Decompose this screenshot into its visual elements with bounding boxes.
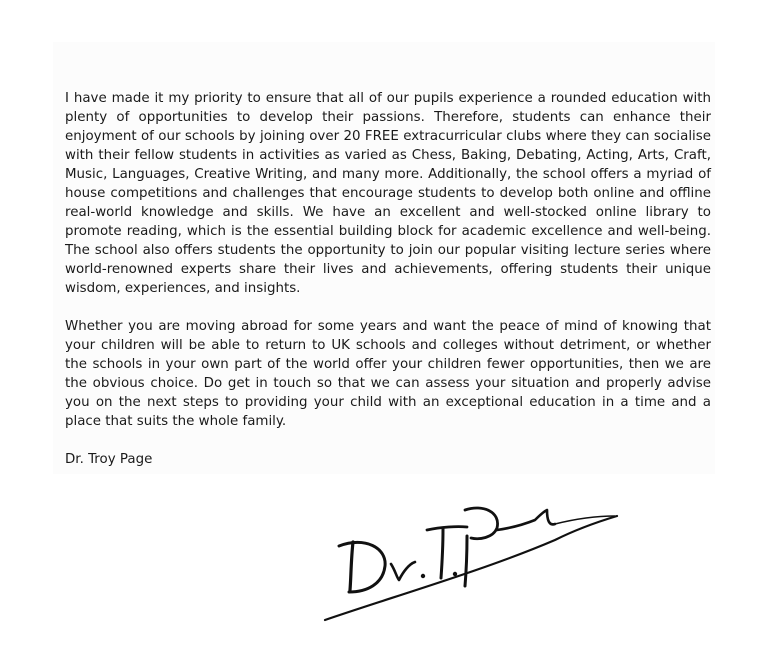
letter-sign-off: Dr. Troy Page [65,452,153,467]
letter-body [65,89,711,469]
letter-paragraph-1: I have made it my priority to ensure that all of our pupils experience a rounded education with plenty of opportunities to develop their passions. Therefore, students can enhance their enjoyment of our schools by joining over 20 FREE extracurricular clubs where they can socialise with their fellow students in activities as varied as Chess, Baking, Debating, Acting, Arts, Craft, Music, Languages, Creative Writing, and many more. Additionally, the school offers a myriad of house competitions and challenges that encourage students to develop both online and offline real-world knowledge and skills. We have an excellent and well-stocked online library to promote reading, which is the essential building block for academic excellence and well-being. The school also offers students the opportunity to join our popular visiting lecture series where world-renowned experts share their lives and achievements, offering students their unique wisdom, experiences, and insights. [65,91,711,296]
letter-paragraph-2: Whether you are moving abroad for some years and want the peace of mind of knowing that your children will be able to return to UK schools and colleges without detriment, or whether the schools in your own part of the world offer your children fewer opportunities, then we are the obvious choice. Do get in touch so that we can assess your situation and properly advise you on the next steps to providing your child with an exceptional education in a time and a place that suits the whole family. [65,319,711,429]
handwritten-signature [315,500,625,630]
